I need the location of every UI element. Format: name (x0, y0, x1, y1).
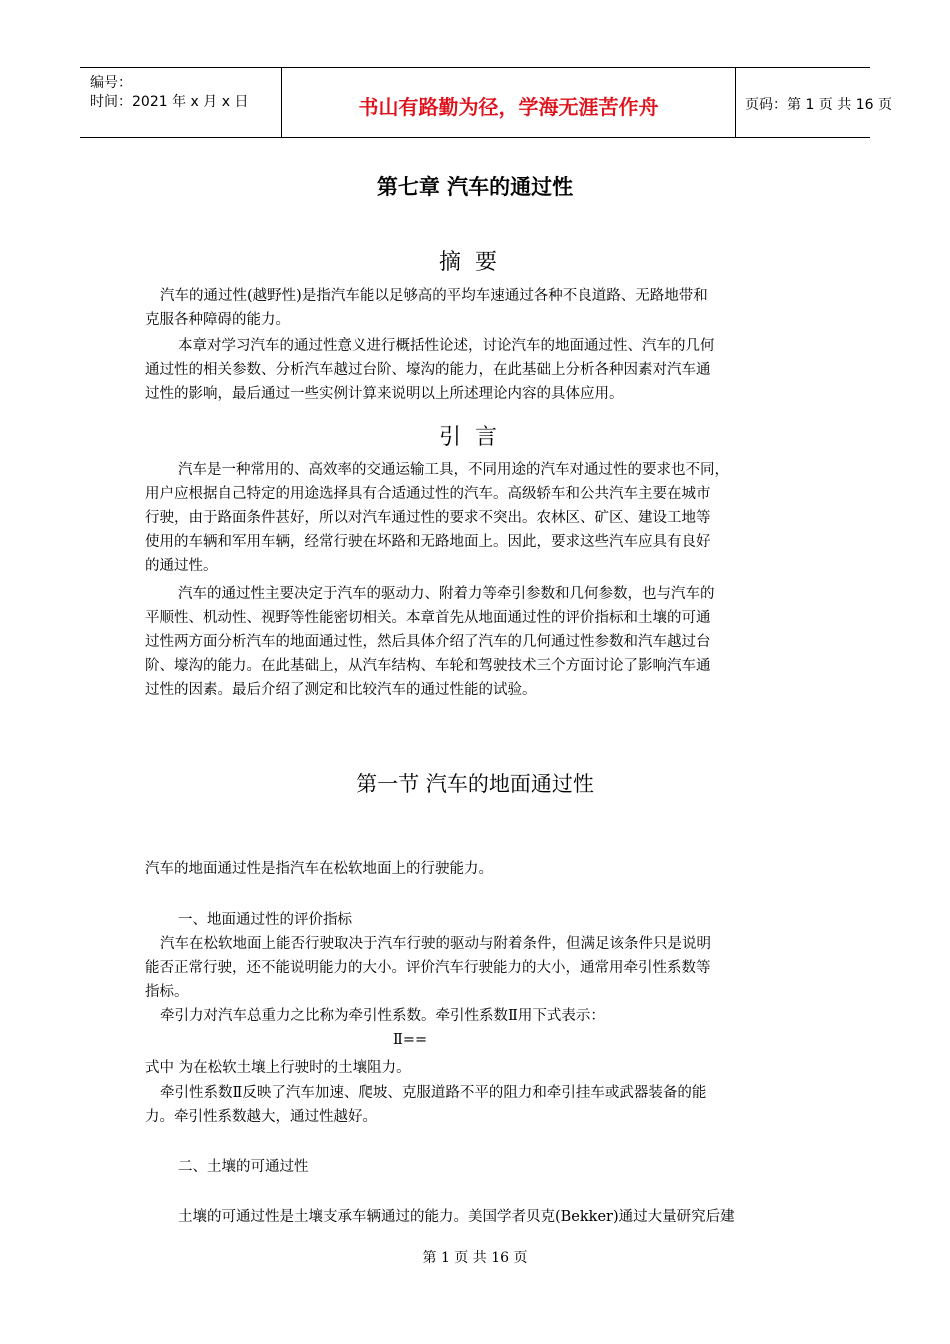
text-line: 牵引力对汽车总重力之比称为牵引性系数。牵引性系数Ⅱ用下式表示： (160, 1008, 605, 1024)
text-line: 汽车在松软地面上能否行驶取决于汽车行驶的驱动与附着条件，但满足该条件只是说明 (160, 936, 711, 952)
text-line: 二、土壤的可通过性 (178, 1159, 309, 1175)
document-header (80, 67, 892, 138)
text-line: 汽车的地面通过性是指汽车在松软地面上的行驶能力。 (145, 861, 493, 877)
abstract-heading: 摘要 (438, 250, 511, 275)
motto-text: 书山有路勤为径，学海无涯苦作舟 (358, 95, 659, 119)
text-line: 式中 为在松软土壤上行驶时的土壤阻力。 (145, 1060, 411, 1076)
text-line: 指标。 (145, 984, 189, 1000)
page-footer: 第 1 页 共 16 页 (422, 1250, 528, 1266)
text-line: 土壤的可通过性是土壤支承车辆通过的能力。美国学者贝克(Bekker)通过大量研究后建 (178, 1209, 735, 1225)
subsection-1-title (145, 908, 825, 932)
subsection-1-paragraph (145, 932, 825, 1028)
text-line: 过性两方面分析汽车的地面通过性，然后具体介绍了汽车的几何通过性参数和汽车越过台 (145, 634, 711, 650)
text-line: 阶、壕沟的能力。在此基础上，从汽车结构、车轮和驾驶技术三个方面讨论了影响汽车通 (145, 658, 711, 674)
text-line: 能否正常行驶，还不能说明能力的大小。评价汽车行驶能力的大小，通常用牵引性系数等 (145, 960, 711, 976)
intro-heading: 引言 (438, 425, 511, 450)
text-line: 一、地面通过性的评价指标 (178, 912, 352, 928)
page-info: 页码：第 1 页 共 16 页 (745, 97, 892, 113)
text-line: 用户应根据自己特定的用途选择具有合适通过性的汽车。高级轿车和公共汽车主要在城市 (145, 486, 711, 502)
formula-note (145, 1056, 825, 1080)
section-title: 第一节 汽车的地面通过性 (356, 772, 594, 796)
text-line: 克服各种障碍的能力。 (145, 312, 290, 328)
abstract-paragraph-2 (145, 334, 825, 406)
subsection-2-paragraph (145, 1205, 825, 1229)
header-page-cell (735, 68, 892, 137)
text-line: 汽车是一种常用的、高效率的交通运输工具，不同用途的汽车对通过性的要求也不同， (178, 462, 729, 478)
text-line: 牵引性系数Ⅱ反映了汽车加速、爬坡、克服道路不平的阻力和牵引挂车或武器装备的能 (160, 1085, 707, 1101)
number-label: 编号： (90, 75, 132, 91)
subsection-2-title (145, 1155, 825, 1179)
text-line: 行驶，由于路面条件甚好，所以对汽车通过性的要求不突出。农林区、矿区、建设工地等 (145, 510, 711, 526)
header-motto-cell (281, 68, 736, 137)
text-line: 的通过性。 (145, 558, 218, 574)
abstract-paragraph-1 (145, 284, 825, 332)
text-line: 过性的因素。最后介绍了测定和比较汽车的通过性能的试验。 (145, 682, 537, 698)
chapter-title: 第七章 汽车的通过性 (376, 175, 574, 199)
text-line: 力。牵引性系数越大，通过性越好。 (145, 1109, 377, 1125)
text-line: 通过性的相关参数、分析汽车越过台阶、壕沟的能力，在此基础上分析各种因素对汽车通 (145, 362, 711, 378)
text-line: 平顺性、机动性、视野等性能密切相关。本章首先从地面通过性的评价指标和土壤的可通 (145, 610, 711, 626)
intro-paragraph-2 (145, 582, 825, 702)
text-line: 使用的车辆和军用车辆，经常行驶在坏路和无路地面上。因此，要求这些汽车应具有良好 (145, 534, 711, 550)
text-line: 本章对学习汽车的通过性意义进行概括性论述，讨论汽车的地面通过性、汽车的几何 (178, 338, 715, 354)
section-definition (145, 857, 825, 881)
header-meta-cell (80, 68, 281, 137)
date-label: 时间：2021 年 x 月 x 日 (90, 94, 249, 110)
text-line: 过性的影响，最后通过一些实例计算来说明以上所述理论内容的具体应用。 (145, 386, 624, 402)
subsection-1-tail (145, 1081, 825, 1129)
traction-formula: Ⅱ== (393, 1032, 428, 1048)
text-line: 汽车的通过性主要决定于汽车的驱动力、附着力等牵引参数和几何参数，也与汽车的 (178, 586, 715, 602)
intro-paragraph-1 (145, 458, 825, 578)
text-line: 汽车的通过性(越野性)是指汽车能以足够高的平均车速通过各种不良道路、无路地带和 (160, 288, 708, 304)
